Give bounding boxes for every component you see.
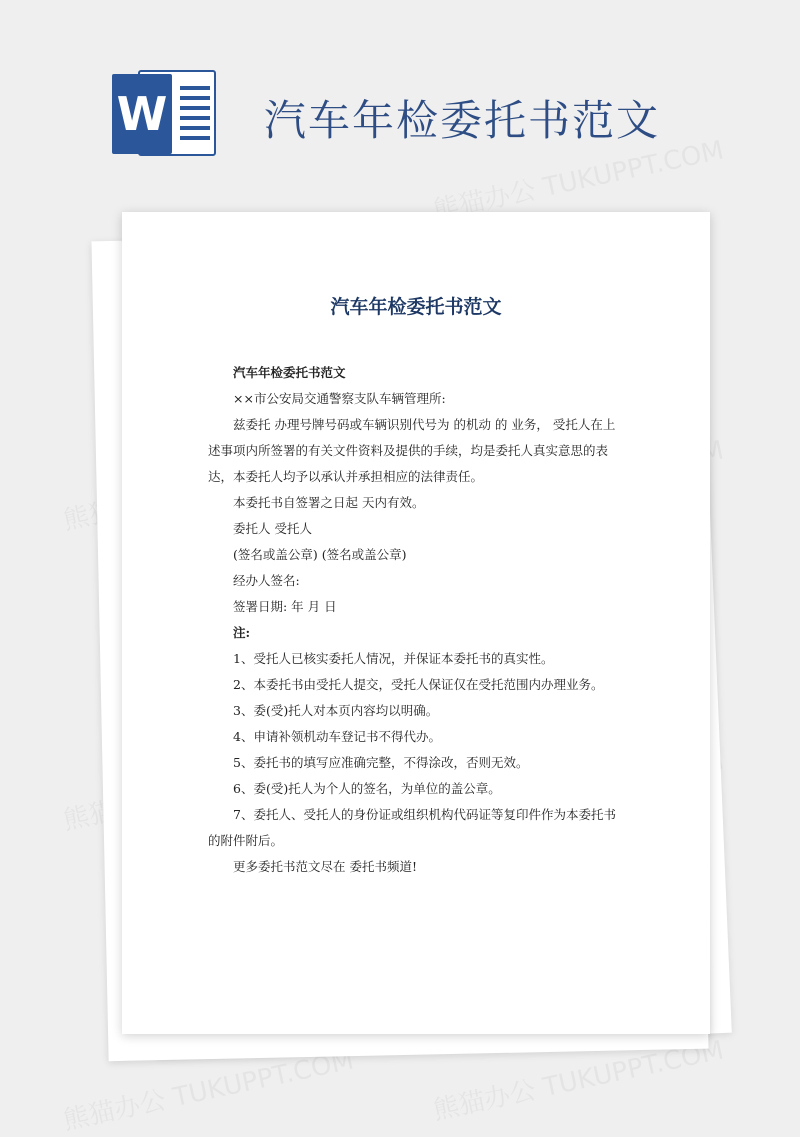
word-letter-tile: W <box>112 74 172 154</box>
document-paragraph: 兹委托 办理号牌号码或车辆识别代号为 的机动 的 业务， 受托人在上述事项内所签署的有关文件资料及提供的手续，均是委托人真实意思的表达，本委托人均予以承认并承担相应的法律责任。 <box>208 417 616 484</box>
document-paragraph: 6、委(受)托人为个人的签名，为单位的盖公章。 <box>233 781 501 796</box>
document-paragraph: 委托人 受托人 <box>233 521 312 536</box>
document-body <box>208 360 623 880</box>
document-paragraph: 更多委托书范文尽在 委托书频道! <box>233 859 417 874</box>
document-paragraph: ××市公安局交通警察支队车辆管理所: <box>233 391 446 406</box>
document-title: 汽车年检委托书范文 <box>330 296 502 318</box>
document-paragraph: 2、本委托书由受托人提交，受托人保证仅在受托范围内办理业务。 <box>233 677 604 692</box>
document-paragraph: 4、申请补领机动车登记书不得代办。 <box>233 729 441 744</box>
word-document-icon <box>112 70 216 158</box>
document-paragraph: 经办人签名: <box>233 573 300 588</box>
document-paragraph: 签署日期: 年 月 日 <box>233 599 337 614</box>
document-page <box>122 212 710 1034</box>
document-paragraph: 7、委托人、受托人的身份证或组织机构代码证等复印件作为本委托书的附件附后。 <box>208 807 616 848</box>
document-paragraph: (签名或盖公章) (签名或盖公章) <box>233 547 407 562</box>
document-paragraph: 1、受托人已核实委托人情况，并保证本委托书的真实性。 <box>233 651 554 666</box>
header <box>0 0 800 200</box>
document-paragraph: 5、委托书的填写应准确完整，不得涂改，否则无效。 <box>233 755 529 770</box>
document-paragraph: 注: <box>233 625 251 640</box>
header-title: 汽车年检委托书范文 <box>264 96 661 145</box>
document-paragraph: 3、委(受)托人对本页内容均以明确。 <box>233 703 439 718</box>
document-paragraph: 本委托书自签署之日起 天内有效。 <box>233 495 425 510</box>
document-paragraph: 汽车年检委托书范文 <box>233 365 346 380</box>
